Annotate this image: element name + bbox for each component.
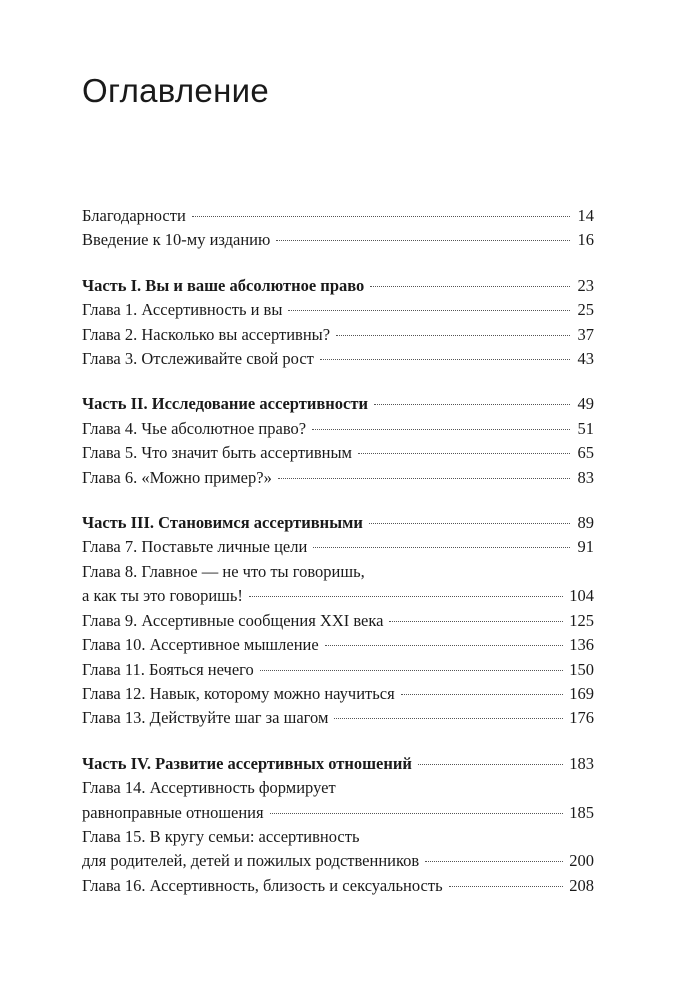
toc-entry-label: Глава 13. Действуйте шаг за шагом <box>82 708 329 728</box>
toc-page-number: 185 <box>569 802 594 822</box>
toc-chapter-entry[interactable] <box>82 228 594 252</box>
toc-entry-label: Глава 9. Ассертивные сообщения XXI века <box>82 610 384 630</box>
toc-chapter-entry[interactable] <box>82 417 594 441</box>
toc-page-number: 176 <box>569 708 594 728</box>
dot-leader <box>389 621 563 622</box>
toc-chapter-entry[interactable] <box>82 633 594 657</box>
toc-entry-label: Глава 5. Что значит быть ассертивным <box>82 443 353 463</box>
toc-page-number: 200 <box>569 851 594 871</box>
toc-entry-label: Глава 11. Бояться нечего <box>82 659 254 679</box>
toc-chapter-entry[interactable] <box>82 874 594 898</box>
dot-leader <box>369 523 570 524</box>
toc-entry-label: Введение к 10-му изданию <box>82 230 271 250</box>
dot-leader <box>374 404 570 405</box>
toc-entry-label: Часть III. Становимся ассертивными <box>82 513 363 533</box>
toc-page-number: 104 <box>569 586 594 606</box>
toc-entry-label: Глава 3. Отслеживайте свой рост <box>82 349 314 369</box>
dot-leader <box>370 286 570 287</box>
dot-leader <box>192 216 570 217</box>
toc-chapter-entry[interactable] <box>82 204 594 228</box>
dot-leader <box>270 813 564 814</box>
toc-chapter-entry[interactable] <box>82 347 594 371</box>
toc-entry-label: а как ты это говоришь! <box>82 586 243 606</box>
toc-part-entry[interactable] <box>82 392 594 416</box>
toc-chapter-entry[interactable] <box>82 706 594 730</box>
toc-page-number: 37 <box>577 324 594 344</box>
dot-leader <box>336 335 570 336</box>
dot-leader <box>358 453 570 454</box>
dot-leader <box>320 359 570 360</box>
dot-leader <box>334 718 563 719</box>
toc-page-number: 65 <box>577 443 594 463</box>
toc-chapter-entry[interactable] <box>82 584 594 608</box>
table-of-contents <box>82 204 594 919</box>
page-title: Оглавление <box>82 72 269 109</box>
toc-entry-label: Глава 7. Поставьте личные цели <box>82 537 308 557</box>
toc-entry-label: Часть II. Исследование ассертивности <box>82 394 368 414</box>
toc-chapter-entry[interactable] <box>82 658 594 682</box>
toc-chapter-entry[interactable] <box>82 609 594 633</box>
toc-page-number: 43 <box>577 349 594 369</box>
toc-section <box>82 392 594 490</box>
dot-leader <box>425 861 563 862</box>
toc-chapter-entry[interactable] <box>82 466 594 490</box>
dot-leader <box>418 764 563 765</box>
toc-entry-label: Глава 6. «Можно пример?» <box>82 467 272 487</box>
toc-entry-label: Глава 4. Чье абсолютное право? <box>82 418 307 438</box>
dot-leader <box>278 478 570 479</box>
toc-entry-label: равноправные отношения <box>82 802 264 822</box>
toc-page-number: 183 <box>569 753 594 773</box>
toc-section <box>82 274 594 372</box>
toc-chapter-entry[interactable] <box>82 535 594 559</box>
dot-leader <box>401 694 564 695</box>
dot-leader <box>449 886 564 887</box>
toc-page-number: 150 <box>569 659 594 679</box>
toc-entry-label: Часть I. Вы и ваше абсолютное право <box>82 275 365 295</box>
toc-section <box>82 511 594 731</box>
toc-part-entry[interactable] <box>82 752 594 776</box>
toc-page-number: 83 <box>577 467 594 487</box>
toc-page-number: 169 <box>569 683 594 703</box>
toc-entry-first-line: Глава 14. Ассертивность формирует <box>82 778 336 798</box>
toc-page-number: 125 <box>569 610 594 630</box>
toc-page-number: 14 <box>577 206 594 225</box>
toc-part-entry[interactable] <box>82 274 594 298</box>
toc-page-number: 23 <box>577 275 594 295</box>
toc-entry-label: Часть IV. Развитие ассертивных отношений <box>82 753 412 773</box>
toc-page-number: 51 <box>577 418 594 438</box>
toc-chapter-entry[interactable] <box>82 298 594 322</box>
toc-entry-first-line: Глава 15. В кругу семьи: ассертивность <box>82 826 360 846</box>
toc-entry-label: Глава 1. Ассертивность и вы <box>82 300 283 320</box>
toc-entry-label: Глава 2. Насколько вы ассертивны? <box>82 324 331 344</box>
toc-entry-first-line: Глава 8. Главное — не что ты говоришь, <box>82 561 365 581</box>
toc-page-number: 136 <box>569 635 594 655</box>
toc-page-number: 25 <box>577 300 594 320</box>
toc-section <box>82 204 594 253</box>
dot-leader <box>288 310 570 311</box>
dot-leader <box>313 547 570 548</box>
toc-page-number: 208 <box>569 875 594 895</box>
dot-leader <box>276 240 570 241</box>
toc-page-number: 91 <box>577 537 594 557</box>
toc-entry-label: Глава 10. Ассертивное мышление <box>82 635 319 655</box>
toc-section <box>82 752 594 898</box>
dot-leader <box>260 670 563 671</box>
toc-entry-label: Благодарности <box>82 206 186 225</box>
toc-entry-label: Глава 12. Навык, которому можно научиться <box>82 683 395 703</box>
dot-leader <box>312 429 570 430</box>
toc-entry-label: для родителей, детей и пожилых родственников <box>82 851 420 871</box>
toc-chapter-entry[interactable] <box>82 323 594 347</box>
toc-part-entry[interactable] <box>82 511 594 535</box>
toc-page-number: 49 <box>577 394 594 414</box>
toc-chapter-entry[interactable] <box>82 849 594 873</box>
toc-chapter-entry[interactable] <box>82 682 594 706</box>
dot-leader <box>325 645 564 646</box>
dot-leader <box>249 596 563 597</box>
toc-page-number: 16 <box>577 230 594 250</box>
toc-page-number: 89 <box>577 513 594 533</box>
toc-chapter-entry[interactable] <box>82 801 594 825</box>
toc-chapter-entry[interactable] <box>82 441 594 465</box>
toc-entry-label: Глава 16. Ассертивность, близость и сексуальность <box>82 875 443 895</box>
